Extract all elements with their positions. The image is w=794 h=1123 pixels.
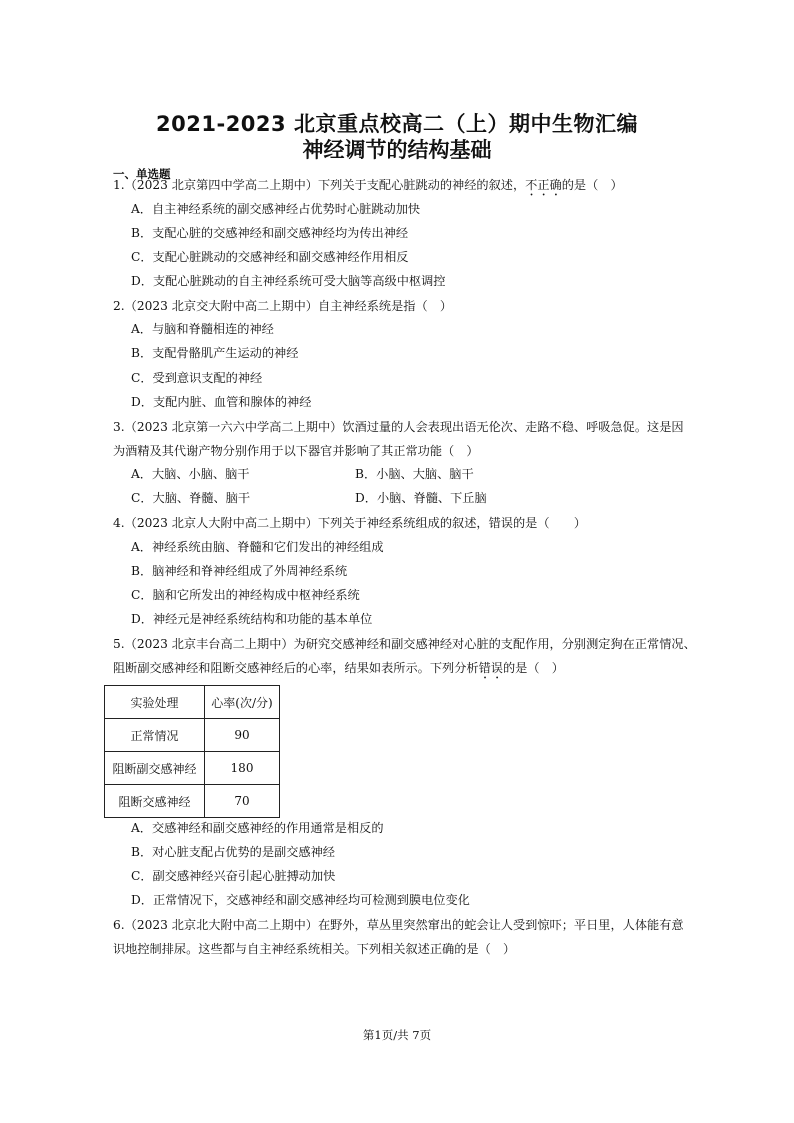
question-4-option-b: B．脑神经和脊神经组成了外周神经系统 — [131, 564, 348, 578]
question-1-text-end: 的是（ ） — [561, 178, 623, 192]
table-row — [105, 785, 280, 818]
table-cell: 阻断副交感神经 — [105, 752, 205, 785]
table-cell: 180 — [205, 752, 280, 785]
question-2-option-d: D．支配内脏、血管和腺体的神经 — [131, 395, 312, 409]
heart-rate-table — [104, 685, 280, 818]
question-1-option-a: A．自主神经系统的副交感神经占优势时心脏跳动加快 — [131, 202, 421, 216]
question-3-option-c: C．大脑、脊髓、脑干 — [131, 491, 251, 505]
question-5-stem-line2 — [113, 659, 693, 682]
question-4-option-c: C．脑和它所发出的神经构成中枢神经系统 — [131, 588, 360, 602]
question-3-option-d: D．小脑、脊髓、下丘脑 — [355, 491, 487, 505]
question-3-option-a: A．大脑、小脑、脑干 — [131, 467, 250, 481]
question-5-option-d: D．正常情况下，交感神经和副交感神经均可检测到膜电位变化 — [131, 893, 470, 907]
table-header-cell: 心率(次/分) — [205, 686, 280, 719]
question-1-text: 1.（2023 北京第四中学高二上期中）下列关于支配心脏跳动的神经的叙述， — [113, 178, 526, 192]
question-1-stem — [113, 176, 693, 199]
table-cell: 正常情况 — [105, 719, 205, 752]
question-1-option-b: B．支配心脏的交感神经和副交感神经均为传出神经 — [131, 226, 409, 240]
question-4-stem: 4.（2023 北京人大附中高二上期中）下列关于神经系统组成的叙述，错误的是（ ） — [113, 516, 587, 530]
question-1-option-d: D．支配心脏跳动的自主神经系统可受大脑等高级中枢调控 — [131, 274, 446, 288]
question-2-stem: 2.（2023 北京交大附中高二上期中）自主神经系统是指（ ） — [113, 299, 453, 313]
table-cell: 阻断交感神经 — [105, 785, 205, 818]
question-2-option-b: B．支配骨骼肌产生运动的神经 — [131, 346, 299, 360]
table-header-row — [105, 686, 280, 719]
table-cell: 70 — [205, 785, 280, 818]
document-subtitle: 神经调节的结构基础 — [302, 138, 492, 162]
table-row — [105, 719, 280, 752]
question-4-option-a: A．神经系统由脑、脊髓和它们发出的神经组成 — [131, 540, 384, 554]
page-number: 第1页/共 7页 — [362, 1028, 432, 1042]
question-4-option-d: D．神经元是神经系统结构和功能的基本单位 — [131, 612, 373, 626]
question-5-option-a: A．交感神经和副交感神经的作用通常是相反的 — [131, 821, 384, 835]
question-6-stem-line1: 6.（2023 北京北大附中高二上期中）在野外，草丛里突然窜出的蛇会让人受到惊吓；平日里，人体能有意 — [113, 918, 684, 932]
question-5-emphasis: 错误 — [478, 661, 503, 675]
question-5-option-c: C．副交感神经兴奋引起心脏搏动加快 — [131, 869, 336, 883]
question-3-stem-line1: 3.（2023 北京第一六六中学高二上期中）饮酒过量的人会表现出语无伦次、走路不稳、呼吸急促。这是因 — [113, 420, 684, 434]
section-heading: 一、单选题 — [113, 167, 171, 181]
question-1-option-c: C．支配心脏跳动的交感神经和副交感神经作用相反 — [131, 250, 409, 264]
question-5-option-b: B．对心脏支配占优势的是副交感神经 — [131, 845, 335, 859]
document-title: 2021-2023 北京重点校高二（上）期中生物汇编 — [156, 112, 638, 136]
table-header-cell: 实验处理 — [105, 686, 205, 719]
question-5-text-end: 的是（ ） — [503, 661, 564, 675]
table-cell: 90 — [205, 719, 280, 752]
question-3-stem-line2: 为酒精及其代谢产物分别作用于以下器官并影响了其正常功能（ ） — [113, 444, 479, 458]
question-5-text: 阻断副交感神经和阻断交感神经后的心率，结果如表所示。下列分析 — [113, 661, 479, 675]
question-6-stem-line2: 识地控制排尿。这些都与自主神经系统相关。下列相关叙述正确的是（ ） — [113, 942, 516, 956]
question-3-option-b: B．小脑、大脑、脑干 — [355, 467, 474, 481]
question-5-stem-line1: 5.（2023 北京丰台高二上期中）为研究交感神经和副交感神经对心脏的支配作用，分别测定狗在正常情况、 — [113, 637, 696, 651]
question-2-option-c: C．受到意识支配的神经 — [131, 371, 263, 385]
question-1-emphasis: 不正确 — [525, 178, 562, 192]
table-row — [105, 752, 280, 785]
question-2-option-a: A．与脑和脊髓相连的神经 — [131, 322, 274, 336]
